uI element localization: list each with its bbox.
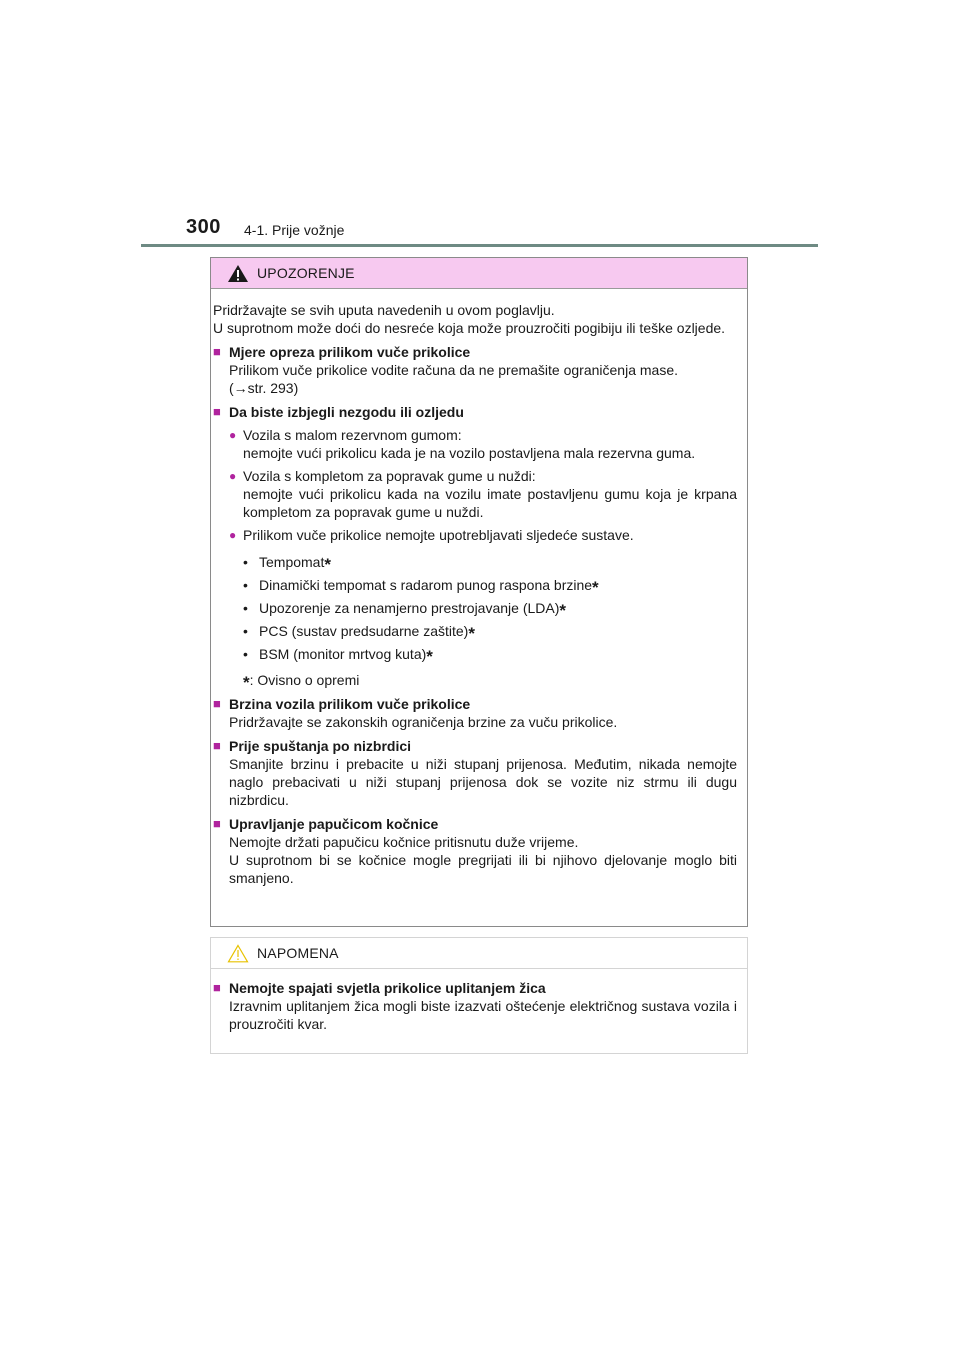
dot-bullet: • [243, 600, 248, 616]
system-item-label: Upozorenje za nenamjerno prestrojavanje (LDA) [259, 600, 560, 616]
system-item-label: BSM (monitor mrtvog kuta) [259, 646, 427, 662]
system-item-label: Tempomat [259, 554, 325, 570]
square-bullet-icon: ■ [213, 816, 221, 831]
section-heading [213, 695, 737, 713]
footnote-text: : Ovisno o opremi [249, 672, 360, 688]
note-text: Izravnim uplitanjem žica mogli biste izazvati oštećenje električnog sustava vozila i prouzročiti kvar. [229, 998, 737, 1032]
section-heading [213, 343, 737, 361]
section-heading [213, 403, 737, 421]
note-header [211, 938, 747, 969]
dot-bullet: • [243, 623, 248, 639]
list-item-line1: Vozila s kompletom za popravak gume u nuždi: [243, 468, 536, 484]
list-item-line2: nemojte vući prikolicu kada je na vozilo postavljena mala rezervna guma. [243, 445, 696, 461]
list-item-line2: nemojte vući prikolicu kada na vozilu imate postavljenu gumu koja je krpana kompletom za popravak gume u nuždi. [243, 486, 737, 520]
footnote: * : Ovisno o opremi [243, 672, 360, 692]
note-body [211, 969, 747, 1033]
section-heading [213, 815, 737, 833]
section-text: Pridržavajte se zakonskih ograničenja brzine za vuču prikolice. [229, 714, 618, 730]
page-reference: (→str. 293) [229, 380, 299, 396]
warning-icon [227, 264, 249, 283]
warning-body [211, 289, 747, 887]
circle-bullet-icon: ● [229, 428, 237, 442]
section-heading-text: Mjere opreza prilikom vuče prikolice [229, 344, 471, 360]
square-bullet-icon: ■ [213, 404, 221, 419]
section-heading-text: Nemojte spajati svjetla prikolice uplitanjem žica [229, 980, 546, 996]
section-text: Prilikom vuče prikolice vodite računa da ne premašite ograničenja mase. [229, 362, 678, 378]
section-text: Smanjite brzinu i prebacite u niži stupanj prijenosa. Međutim, nikada nemojte naglo prebacivati u niži stupanj prijenosa dok se vozite niz strmu ili dugu nizbrdicu. [229, 756, 737, 808]
section-heading-text: Brzina vozila prilikom vuče prikolice [229, 696, 471, 712]
warning-box [210, 257, 748, 927]
square-bullet-icon: ■ [213, 980, 221, 995]
dot-bullet: • [243, 646, 248, 662]
section-title: 4-1. Prije vožnje [244, 222, 345, 238]
section-text: U suprotnom bi se kočnice mogle pregrijati ili bi njihovo djelovanje moglo biti smanjeno. [229, 852, 737, 886]
dot-bullet: • [243, 577, 248, 593]
square-bullet-icon: ■ [213, 738, 221, 753]
section-text: Nemojte držati papučicu kočnice pritisnutu duže vrijeme. [229, 834, 579, 850]
list-item-line1: Vozila s malom rezervnom gumom: [243, 427, 462, 443]
warning-intro-line1: Pridržavajte se svih uputa navedenih u ovom poglavlju. [213, 302, 555, 318]
caution-icon [227, 944, 249, 963]
warning-title: UPOZORENJE [257, 265, 355, 281]
note-box [210, 937, 748, 1054]
system-item-label: PCS (sustav predsudarne zaštite) [259, 623, 469, 639]
system-item: • PCS (sustav predsudarne zaštite) * [243, 623, 475, 643]
warning-intro-line2: U suprotnom može doći do nesreće koja može prouzročiti pogibiju ili teške ozljede. [213, 320, 726, 336]
circle-bullet-icon: ● [229, 469, 237, 483]
square-bullet-icon: ■ [213, 696, 221, 711]
section-heading-text: Da biste izbjegli nezgodu ili ozljedu [229, 404, 464, 420]
note-title: NAPOMENA [257, 945, 339, 961]
system-item: • Upozorenje za nenamjerno prestrojavanje (LDA) * [243, 600, 567, 620]
section-heading [213, 979, 737, 997]
warning-header [211, 258, 747, 289]
list-item [213, 526, 737, 544]
square-bullet-icon: ■ [213, 344, 221, 359]
section-heading-text: Upravljanje papučicom kočnice [229, 816, 439, 832]
system-item: • BSM (monitor mrtvog kuta) * [243, 646, 433, 666]
section-heading-text: Prije spuštanja po nizbrdici [229, 738, 412, 754]
section-heading [213, 737, 737, 755]
system-item: • Dinamički tempomat s radarom punog raspona brzine * [243, 577, 599, 597]
page-number: 300 [186, 216, 221, 238]
dot-bullet: • [243, 554, 248, 570]
systems-list [213, 548, 737, 666]
list-item-line1: Prilikom vuče prikolice nemojte upotrebljavati sljedeće sustave. [243, 527, 634, 543]
header-rule [141, 244, 818, 247]
system-item-label: Dinamički tempomat s radarom punog raspona brzine [259, 577, 593, 593]
list-item [213, 467, 737, 521]
list-item [213, 426, 737, 462]
system-item: • Tempomat * [243, 554, 331, 574]
circle-bullet-icon: ● [229, 528, 237, 542]
